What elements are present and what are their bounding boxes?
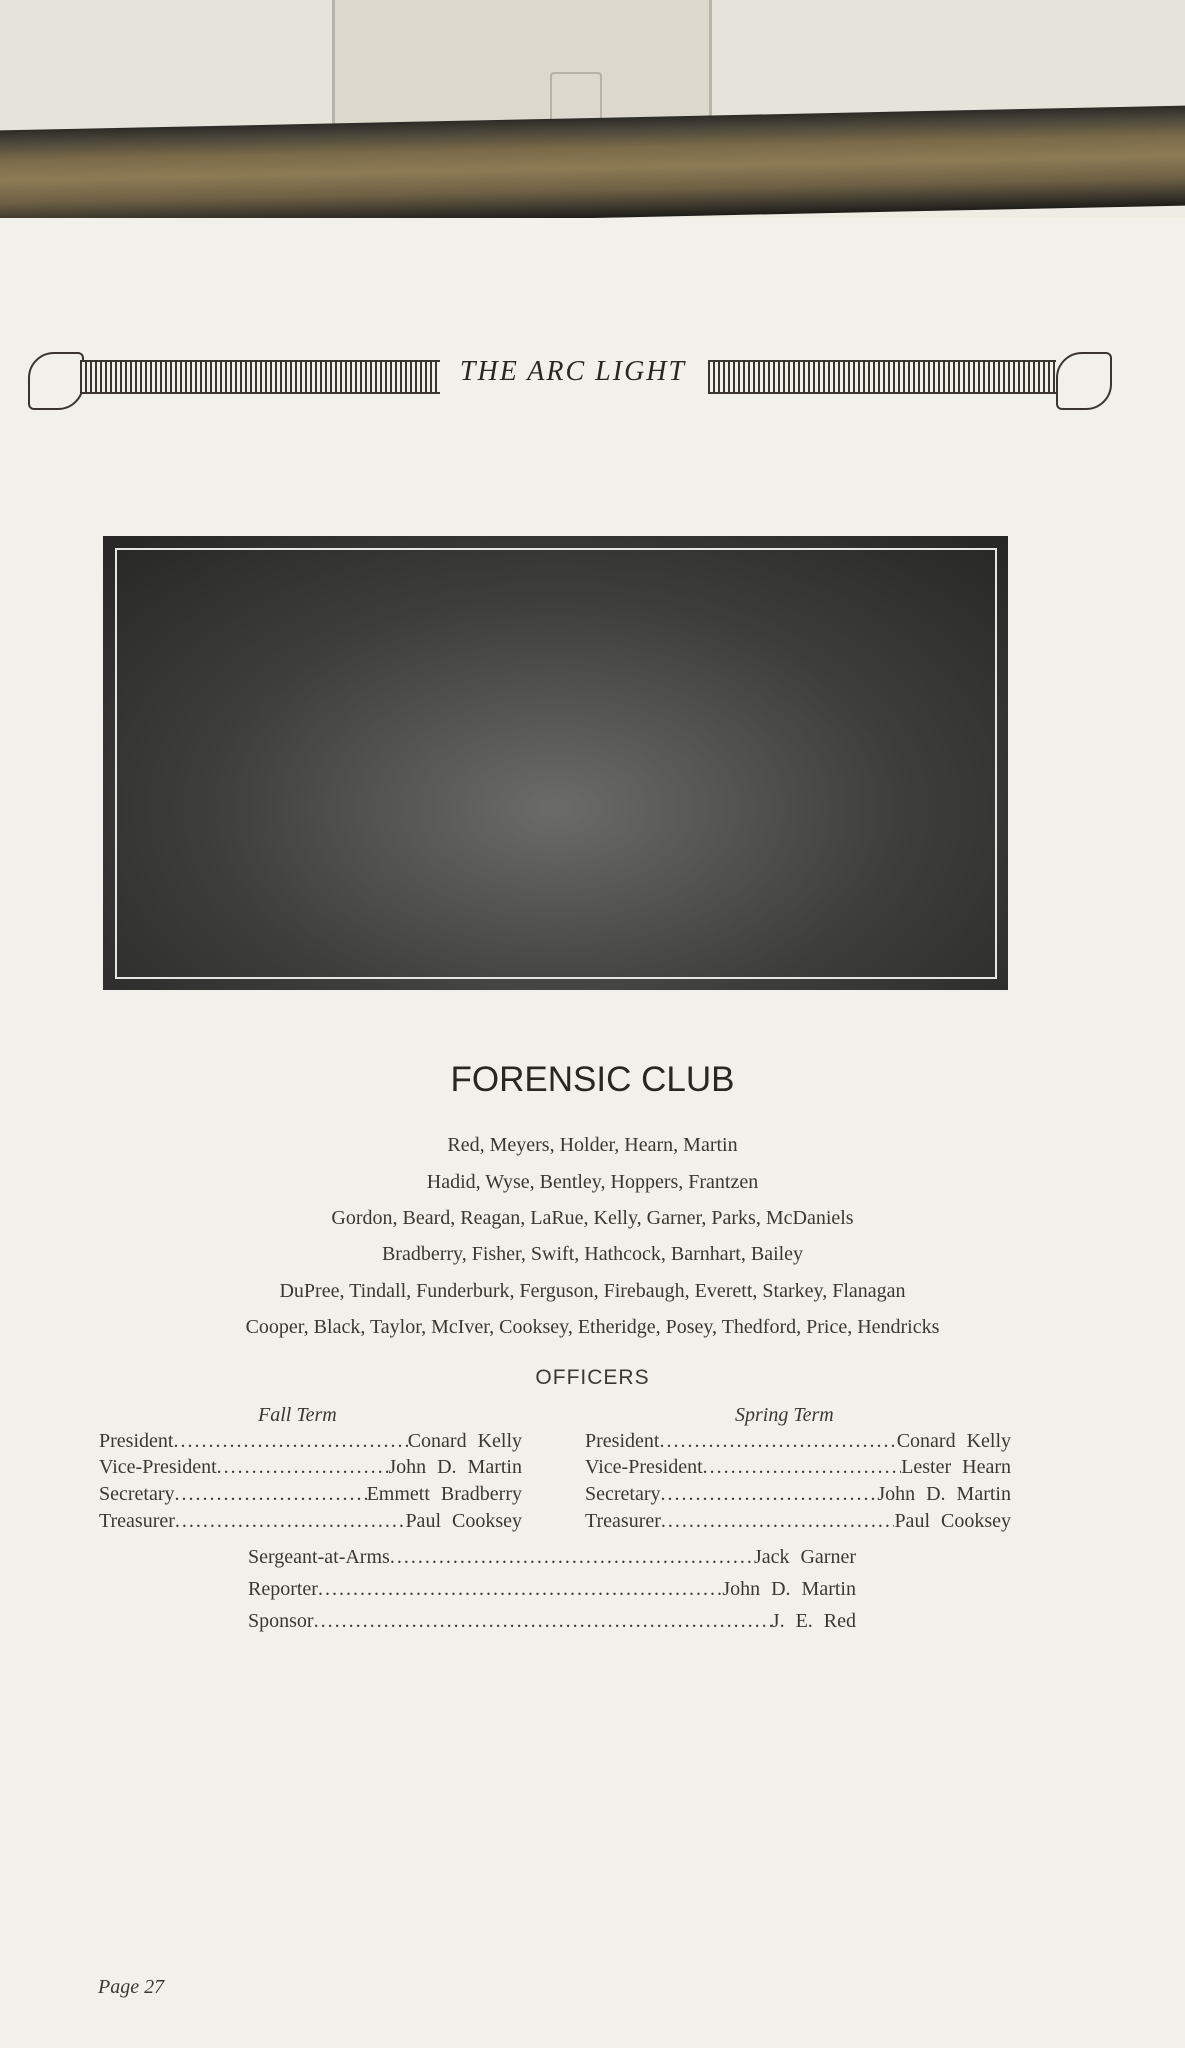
- officer-role: President: [585, 1430, 660, 1452]
- fall-officer-row: [99, 1430, 522, 1456]
- officer-name: Jack Garner: [753, 1546, 856, 1568]
- officer-role: Vice-President: [585, 1456, 703, 1478]
- officer-name: John D. Martin: [877, 1483, 1011, 1505]
- roster-line: Red, Meyers, Holder, Hearn, Martin: [447, 1134, 738, 1156]
- other-officer-row: [248, 1578, 856, 1604]
- officer-name: Paul Cooksey: [405, 1510, 522, 1532]
- officer-role: President: [99, 1430, 174, 1452]
- leader-dots: [314, 1610, 772, 1636]
- roster-line: Cooper, Black, Taylor, McIver, Cooksey, Etheridge, Posey, Thedford, Price, Hendricks: [245, 1316, 940, 1338]
- officer-name: Paul Cooksey: [894, 1510, 1011, 1532]
- officer-role: Reporter: [248, 1578, 318, 1600]
- officer-name: John D. Martin: [388, 1456, 522, 1478]
- leader-dots: [217, 1456, 389, 1482]
- leader-dots: [659, 1430, 896, 1456]
- photo-frame: [115, 548, 997, 979]
- roster-line: DuPree, Tindall, Funderburk, Ferguson, Firebaugh, Everett, Starkey, Flanagan: [279, 1280, 906, 1302]
- leader-dots: [173, 1430, 407, 1456]
- officer-name: Emmett Bradberry: [366, 1483, 522, 1505]
- scroll-ornament-icon: [28, 352, 84, 410]
- club-title: FORENSIC CLUB: [450, 1060, 735, 1099]
- officer-role: Treasurer: [585, 1510, 661, 1532]
- roster-line: Hadid, Wyse, Bentley, Hoppers, Frantzen: [426, 1171, 759, 1193]
- officer-name: J. E. Red: [771, 1610, 856, 1632]
- officer-role: Secretary: [99, 1483, 175, 1505]
- officer-role: Sergeant-at-Arms: [248, 1546, 390, 1568]
- spring-officer-row: [585, 1483, 1011, 1509]
- leader-dots: [175, 1483, 367, 1509]
- fall-officer-row: [99, 1510, 522, 1536]
- spring-term-label: Spring Term: [735, 1404, 834, 1426]
- leader-dots: [175, 1510, 406, 1536]
- officers-heading: OFFICERS: [535, 1366, 650, 1389]
- scroll-ornament-icon: [1056, 352, 1112, 410]
- leader-dots: [661, 1483, 878, 1509]
- ornamental-border: [708, 360, 1056, 394]
- leader-dots: [661, 1510, 895, 1536]
- fall-officer-row: [99, 1456, 522, 1482]
- header-title: THE ARC LIGHT: [459, 356, 687, 387]
- fall-term-label: Fall Term: [258, 1404, 337, 1426]
- fall-officer-row: [99, 1483, 522, 1509]
- officer-name: Conard Kelly: [896, 1430, 1011, 1452]
- officer-role: Sponsor: [248, 1610, 314, 1632]
- spring-officer-row: [585, 1456, 1011, 1482]
- officer-name: John D. Martin: [722, 1578, 856, 1600]
- other-officer-row: [248, 1546, 856, 1572]
- officer-role: Treasurer: [99, 1510, 175, 1532]
- leader-dots: [318, 1578, 722, 1604]
- spring-officer-row: [585, 1510, 1011, 1536]
- leader-dots: [390, 1546, 754, 1572]
- leader-dots: [703, 1456, 902, 1482]
- other-officer-row: [248, 1610, 856, 1636]
- officer-name: Conard Kelly: [407, 1430, 522, 1452]
- ornamental-border: [80, 360, 440, 394]
- roster-line: Bradberry, Fisher, Swift, Hathcock, Barnhart, Bailey: [381, 1243, 804, 1265]
- officer-role: Secretary: [585, 1483, 661, 1505]
- officer-name: Lester Hearn: [901, 1456, 1011, 1478]
- page-number: Page 27: [98, 1976, 165, 1998]
- yearbook-page: [0, 218, 1185, 2048]
- spring-officer-row: [585, 1430, 1011, 1456]
- officer-role: Vice-President: [99, 1456, 217, 1478]
- page-header: [28, 350, 1108, 410]
- roster-line: Gordon, Beard, Reagan, LaRue, Kelly, Garner, Parks, McDaniels: [331, 1207, 854, 1229]
